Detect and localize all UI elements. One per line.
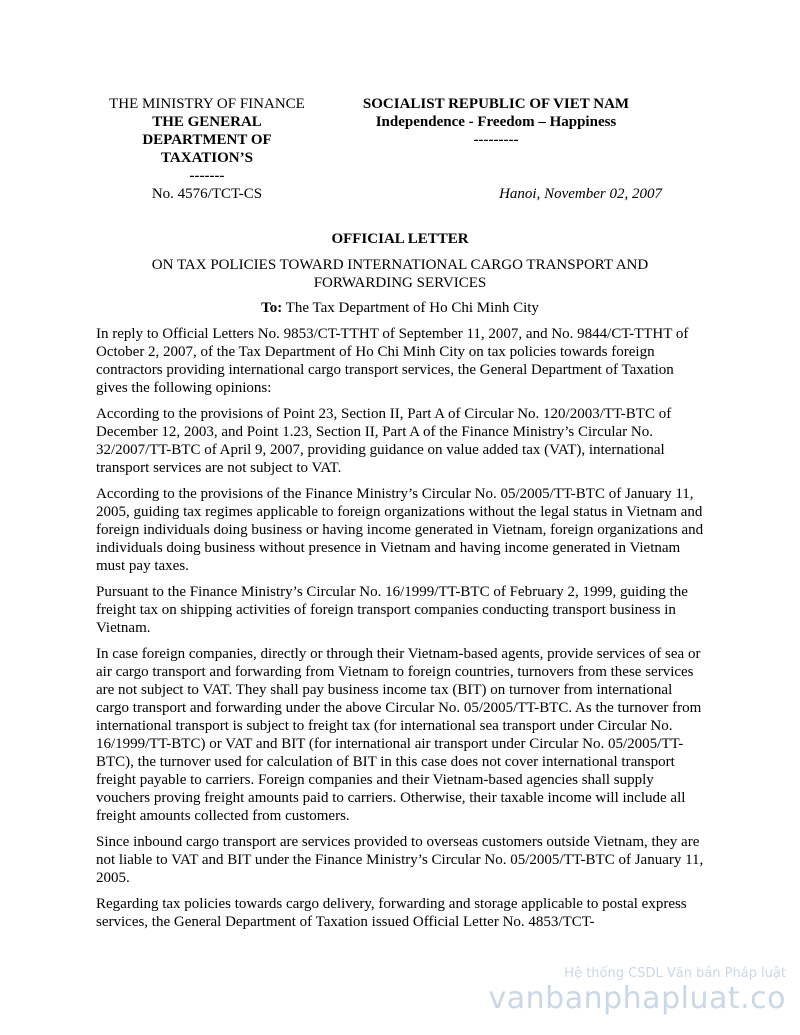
motto-separator: --------- (473, 132, 519, 148)
issuer-separator: ------- (189, 168, 225, 184)
ministry-name: THE MINISTRY OF FINANCE (109, 96, 305, 112)
body-paragraph: Regarding tax policies towards cargo delivery, forwarding and storage applicable to postal express services, the General Department of Taxation issued Official Letter No. 4853/TCT- (96, 896, 687, 930)
country-name: SOCIALIST REPUBLIC OF VIET NAM (362, 96, 630, 112)
department-name-line3: TAXATION’S (161, 150, 253, 166)
body-paragraph: In reply to Official Letters No. 9853/CT-TTHT of September 11, 2007, and No. 9844/CT-TTHT of October 2, 2007, of the Tax Department of Ho Chi Minh City on tax policies towards foreign contractors providing international cargo transport services, the General Department of Taxation gives the following opinions: (96, 326, 689, 396)
department-name-line1: THE GENERAL (152, 114, 262, 130)
department-name-line2: DEPARTMENT OF (142, 132, 272, 148)
document-date: Hanoi, November 02, 2007 (499, 186, 662, 202)
national-motto: Independence - Freedom – Happiness (375, 114, 617, 130)
body-paragraph: According to the provisions of the Finance Ministry’s Circular No. 05/2005/TT-BTC of January 11, 2005, guiding tax regimes applicable to foreign organizations without the legal status in Vietnam and foreign individuals doing business or having income generated in Vietnam, foreign organizations and individuals doing business without presence in Vietnam and having income generated in Vietnam must pay taxes. (96, 486, 704, 574)
body-paragraph: Since inbound cargo transport are services provided to overseas customers outside Vietnam, they are not liable to VAT and BIT under the Finance Ministry’s Circular No. 05/2005/TT-BTC of January 11, 2005. (96, 834, 704, 886)
document-title: OFFICIAL LETTER (331, 231, 469, 247)
document-number: No. 4576/TCT-CS (151, 186, 263, 202)
recipient-line (96, 299, 704, 317)
body-paragraph: Pursuant to the Finance Ministry’s Circular No. 16/1999/TT-BTC of February 2, 1999, guiding the freight tax on shipping activities of foreign transport companies conducting transport business in Vietnam. (96, 584, 688, 636)
body-paragraph: According to the provisions of Point 23, Section II, Part A of Circular No. 120/2003/TT-BTC of December 12, 2003, and Point 1.23, Section II, Part A of the Finance Ministry’s Circular No. 32/2007/TT-BTC of April 9, 2007, providing guidance on value added tax (VAT), international transport services are not subject to VAT. (96, 406, 672, 476)
body-paragraph: In case foreign companies, directly or through their Vietnam-based agents, provide services of sea or air cargo transport and forwarding from Vietnam to foreign countries, turnovers from these services are not subject to VAT. They shall pay business income tax (BIT) on turnover from international cargo transport and forwarding under the above Circular No. 05/2005/TT-BTC. As the turnover from international transport is subject to freight tax (for international sea transport under Circular No. 16/1999/TT-BTC) or VAT and BIT (for international air transport under Circular No. 05/2005/TT-BTC), the turnover used for calculation of BIT in this case does not cover international transport freight payable to carriers. Foreign companies and their Vietnam-based agencies shall supply vouchers proving freight amounts paid to carriers. Otherwise, their taxable income will include all freight amounts collected from customers. (96, 646, 702, 824)
issuer-block (96, 95, 318, 185)
recipient-label: To: (261, 300, 283, 316)
letter-body (96, 325, 706, 939)
recipient-name: The Tax Department of Ho Chi Minh City (282, 300, 539, 316)
watermark-domain: vanbanphapluat.co (488, 981, 786, 1016)
watermark-tagline: Hệ thống CSDL Văn bản Pháp luật (564, 966, 786, 981)
document-subtitle: ON TAX POLICIES TOWARD INTERNATIONAL CARGO TRANSPORT AND FORWARDING SERVICES (151, 257, 649, 291)
site-watermark (489, 966, 786, 1016)
national-heading (340, 95, 652, 149)
